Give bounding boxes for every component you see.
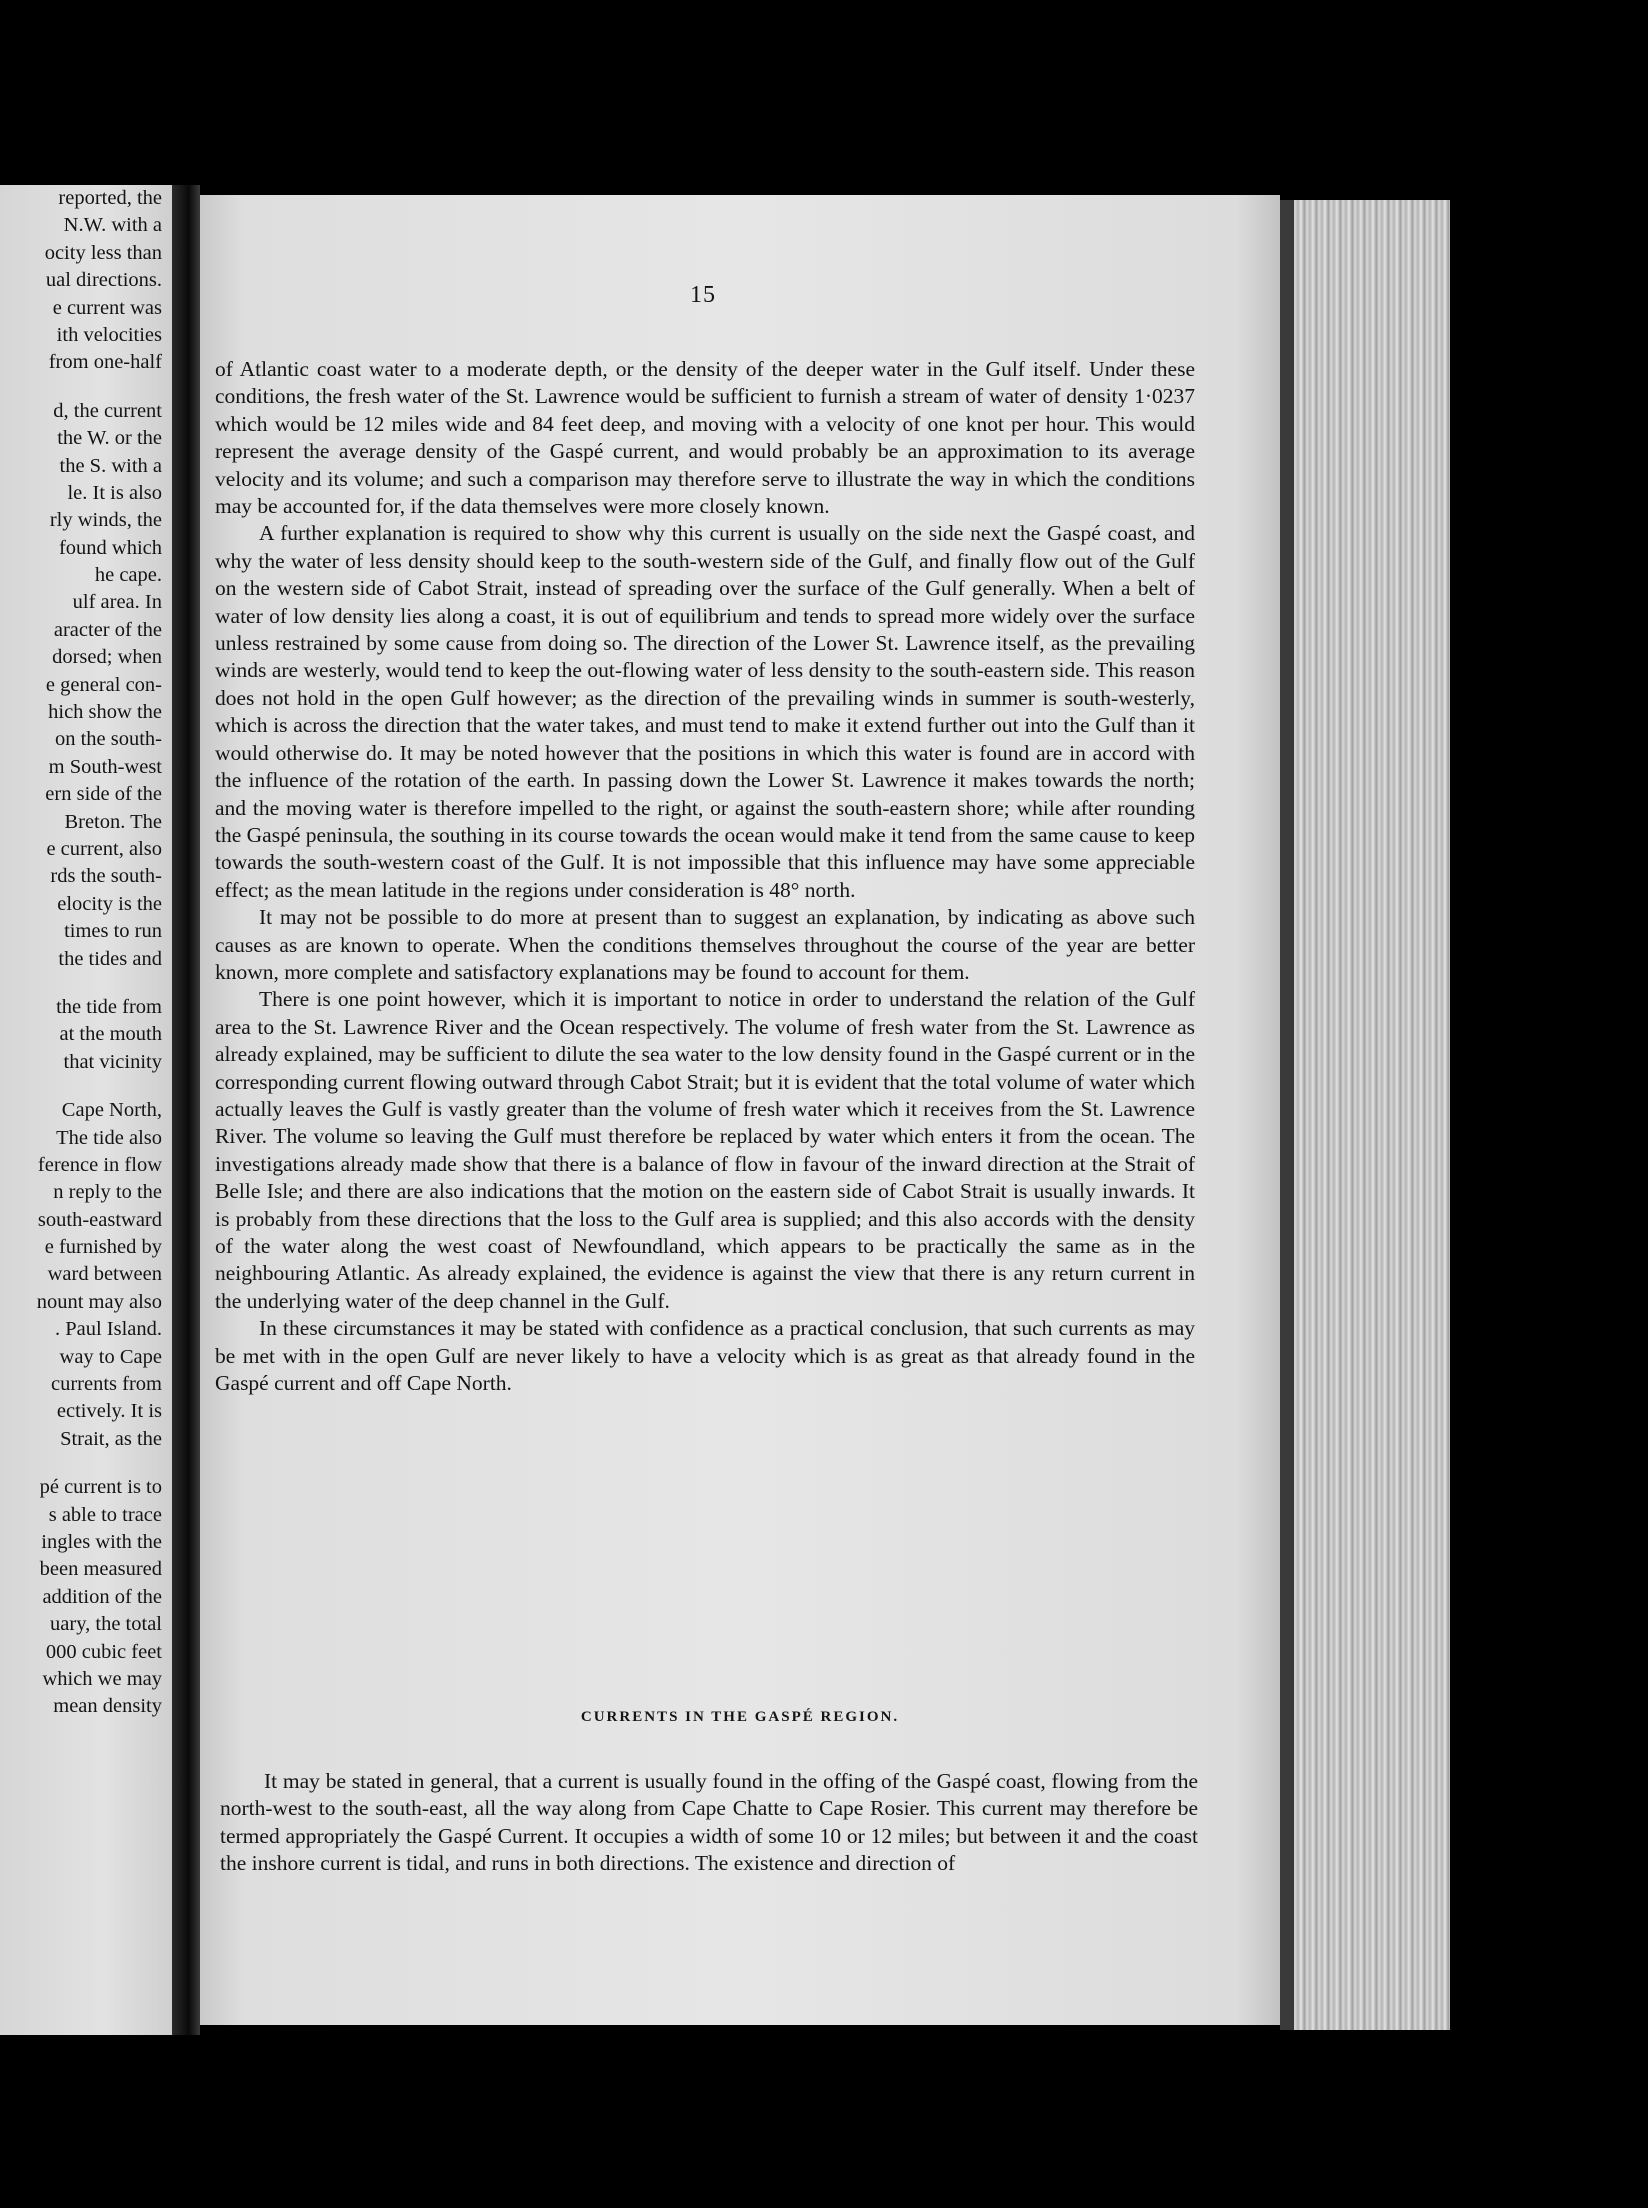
left-page-text	[0, 185, 162, 1721]
paragraph: It may be stated in general, that a current is usually found in the offing of the Gaspé coast, flowing from the north-west to the south-east, all the way along from Cape Chatte to Cape Rosier. This current may therefore be termed appropriately the Gaspé Current. It occupies a width of some 10 or 12 miles; but between it and the coast the inshore current is tidal, and runs in both directions. The existence and direction of	[220, 1769, 1198, 1876]
left-page-line: ocity less than	[44, 241, 162, 264]
left-page-line: times to run	[64, 920, 162, 943]
left-page-line: . Paul Island.	[54, 1318, 162, 1341]
left-page-line: ward between	[47, 1263, 162, 1286]
left-page-line: ith velocities	[56, 323, 162, 346]
left-page-line: ectively. It is	[56, 1400, 162, 1423]
left-page-line: e current was	[52, 296, 162, 319]
left-page-line: rly winds, the	[49, 509, 162, 532]
paragraph: of Atlantic coast water to a moderate depth, or the density of the deeper water in the Gulf itself. Under these conditions, the fresh water of the St. Lawrence would be sufficient to furnish a stream of water of density 1·0237 which would be 12 miles wide and 84 feet deep, and moving with a velocity of one knot per hour. This would represent the average density of the Gaspé current, and would probably be an approximation to its average velocity and its volume; and such a comparison may therefore serve to illustrate the way in which the conditions may be accounted for, if the data themselves were more closely known.	[215, 357, 1195, 519]
left-page-line: way to Cape	[59, 1345, 162, 1368]
left-page-line: The tide also	[56, 1126, 162, 1149]
left-page-line: ference in flow	[37, 1153, 162, 1176]
left-page-line: N.W. with a	[63, 214, 162, 237]
left-page-line: the W. or the	[57, 427, 162, 450]
paragraph: In these circumstances it may be stated with confidence as a practical conclusion, that such currents as may be met with in the open Gulf are never likely to have a velocity which is as great as that already found in the Gaspé current and off Cape North.	[215, 1316, 1195, 1396]
page-number: 15	[690, 282, 716, 308]
left-page-line: Strait, as the	[60, 1427, 162, 1450]
left-page-line: on the south-	[54, 728, 162, 751]
page-edge-shadow	[1280, 200, 1294, 2030]
left-page-line: 000 cubic feet	[45, 1640, 162, 1663]
left-page-line: Breton. The	[64, 810, 162, 833]
left-page-line: at the mouth	[59, 1023, 162, 1046]
left-page-line: mean density	[53, 1695, 162, 1718]
left-page-line: m South-west	[48, 755, 162, 778]
left-page-line: reported, the	[58, 187, 162, 209]
left-page-line: ulf area. In	[72, 591, 162, 614]
left-page-line: n reply to the	[53, 1181, 162, 1204]
left-page-line	[0, 1453, 162, 1474]
book-gutter	[172, 185, 200, 2035]
left-page-line: d, the current	[53, 399, 162, 422]
left-page-line: that vicinity	[63, 1050, 162, 1073]
left-page-line: aracter of the	[53, 618, 162, 641]
left-page-line: which we may	[42, 1667, 162, 1690]
left-page-line: the tide from	[56, 995, 162, 1018]
left-page-line	[0, 377, 162, 398]
paragraph: A further explanation is required to show why this current is usually on the side next the Gaspé coast, and why the water of less density should keep to the south-western side of the Gulf, and finally flow out of the Gulf on the western side of Cabot Strait, instead of spreading over the surface of the Gulf generally. When a belt of water of low density lies along a coast, it is out of equilibrium and tends to spread more widely over the surface unless restrained by some cause from doing so. The direction of the Lower St. Lawrence itself, as the prevailing winds are westerly, would tend to keep the out-flowing water of less density to the south-eastern side. This reason does not hold in the open Gulf however; as the direction of the prevailing winds in summer is south-westerly, which is across the direction that the water takes, and must tend to make it extend further out into the Gulf than it would otherwise do. It may be noted however that the positions in which this water is found are in accord with the influence of the rotation of the earth. In passing down the Lower St. Lawrence it makes towards the north; and the moving water is therefore impelled to the right, or against the south-eastern shore; while after rounding the Gaspé peninsula, the southing in its course towards the ocean would make it tend from the same cause to keep towards the south-western coast of the Gulf. It is not impossible that this influence may have some appreciable effect; as the mean latitude in the regions under consideration is 48° north.	[215, 521, 1195, 902]
left-page-line: nount may also	[36, 1290, 162, 1313]
left-page-line	[0, 973, 162, 994]
left-page-fragment	[0, 185, 172, 2035]
left-page-line: Cape North,	[61, 1099, 162, 1122]
left-page-line: addition of the	[42, 1585, 162, 1608]
left-page-line: ingles with the	[41, 1530, 162, 1553]
left-page-line: from one-half	[48, 351, 162, 374]
left-page-line: the tides and	[58, 947, 162, 970]
left-page-line: pé current is to	[39, 1476, 162, 1499]
left-page-line: s able to trace	[48, 1503, 162, 1526]
left-page-line: ern side of the	[45, 783, 162, 806]
left-page-line: elocity is the	[57, 892, 162, 915]
left-page-line: he cape.	[94, 564, 162, 587]
section-heading: CURRENTS IN THE GASPÉ REGION.	[580, 1709, 900, 1725]
left-page-line: found which	[58, 536, 162, 559]
left-page-line: e general con-	[45, 673, 162, 696]
left-page-line: e furnished by	[44, 1236, 162, 1259]
body-text	[215, 356, 1195, 1397]
left-page-line	[0, 1076, 162, 1097]
left-page-line: hich show the	[48, 701, 162, 724]
left-page-line: ual directions.	[45, 269, 162, 292]
left-page-line: south-eastward	[37, 1208, 162, 1231]
paragraph: There is one point however, which it is important to notice in order to understand the relation of the Gulf area to the St. Lawrence River and the Ocean respectively. The volume of fresh water from the St. Lawrence as already explained, may be sufficient to dilute the sea water to the low density found in the Gaspé current or in the corresponding current flowing outward through Cabot Strait; but it is evident that the total volume of water which actually leaves the Gulf is vastly greater than the volume of fresh water which it receives from the St. Lawrence River. The volume so leaving the Gulf must therefore be replaced by water which enters it from the ocean. The investigations already made show that there is a balance of flow in favour of the inward direction at the Strait of Belle Isle; and there are also indications that the motion on the eastern side of Cabot Strait is usually inwards. It is probably from these directions that the loss to the Gulf area is supplied; and this also accords with the density of the water along the west coast of Newfoundland, which appears to be practically the same as in the neighbouring Atlantic. As already explained, the evidence is against the view that there is any return current in the underlying water of the deep channel in the Gulf.	[215, 987, 1195, 1313]
left-page-line: currents from	[51, 1373, 162, 1396]
left-page-line: the S. with a	[59, 454, 162, 477]
left-page-line: e current, also	[46, 837, 162, 860]
paragraph: It may not be possible to do more at present than to suggest an explanation, by indicating as above such causes as are known to operate. When the conditions themselves throughout the course of the year are better known, more complete and satisfactory explanations may be found to account for them.	[215, 905, 1195, 984]
left-page-line: dorsed; when	[52, 646, 162, 669]
left-page-line: been measured	[39, 1558, 162, 1581]
page-edges	[1280, 200, 1450, 2030]
left-page-line: uary, the total	[50, 1613, 162, 1636]
section-body-text	[220, 1768, 1198, 1878]
left-page-line: le. It is also	[67, 481, 162, 504]
left-page-line: rds the south-	[50, 865, 162, 888]
